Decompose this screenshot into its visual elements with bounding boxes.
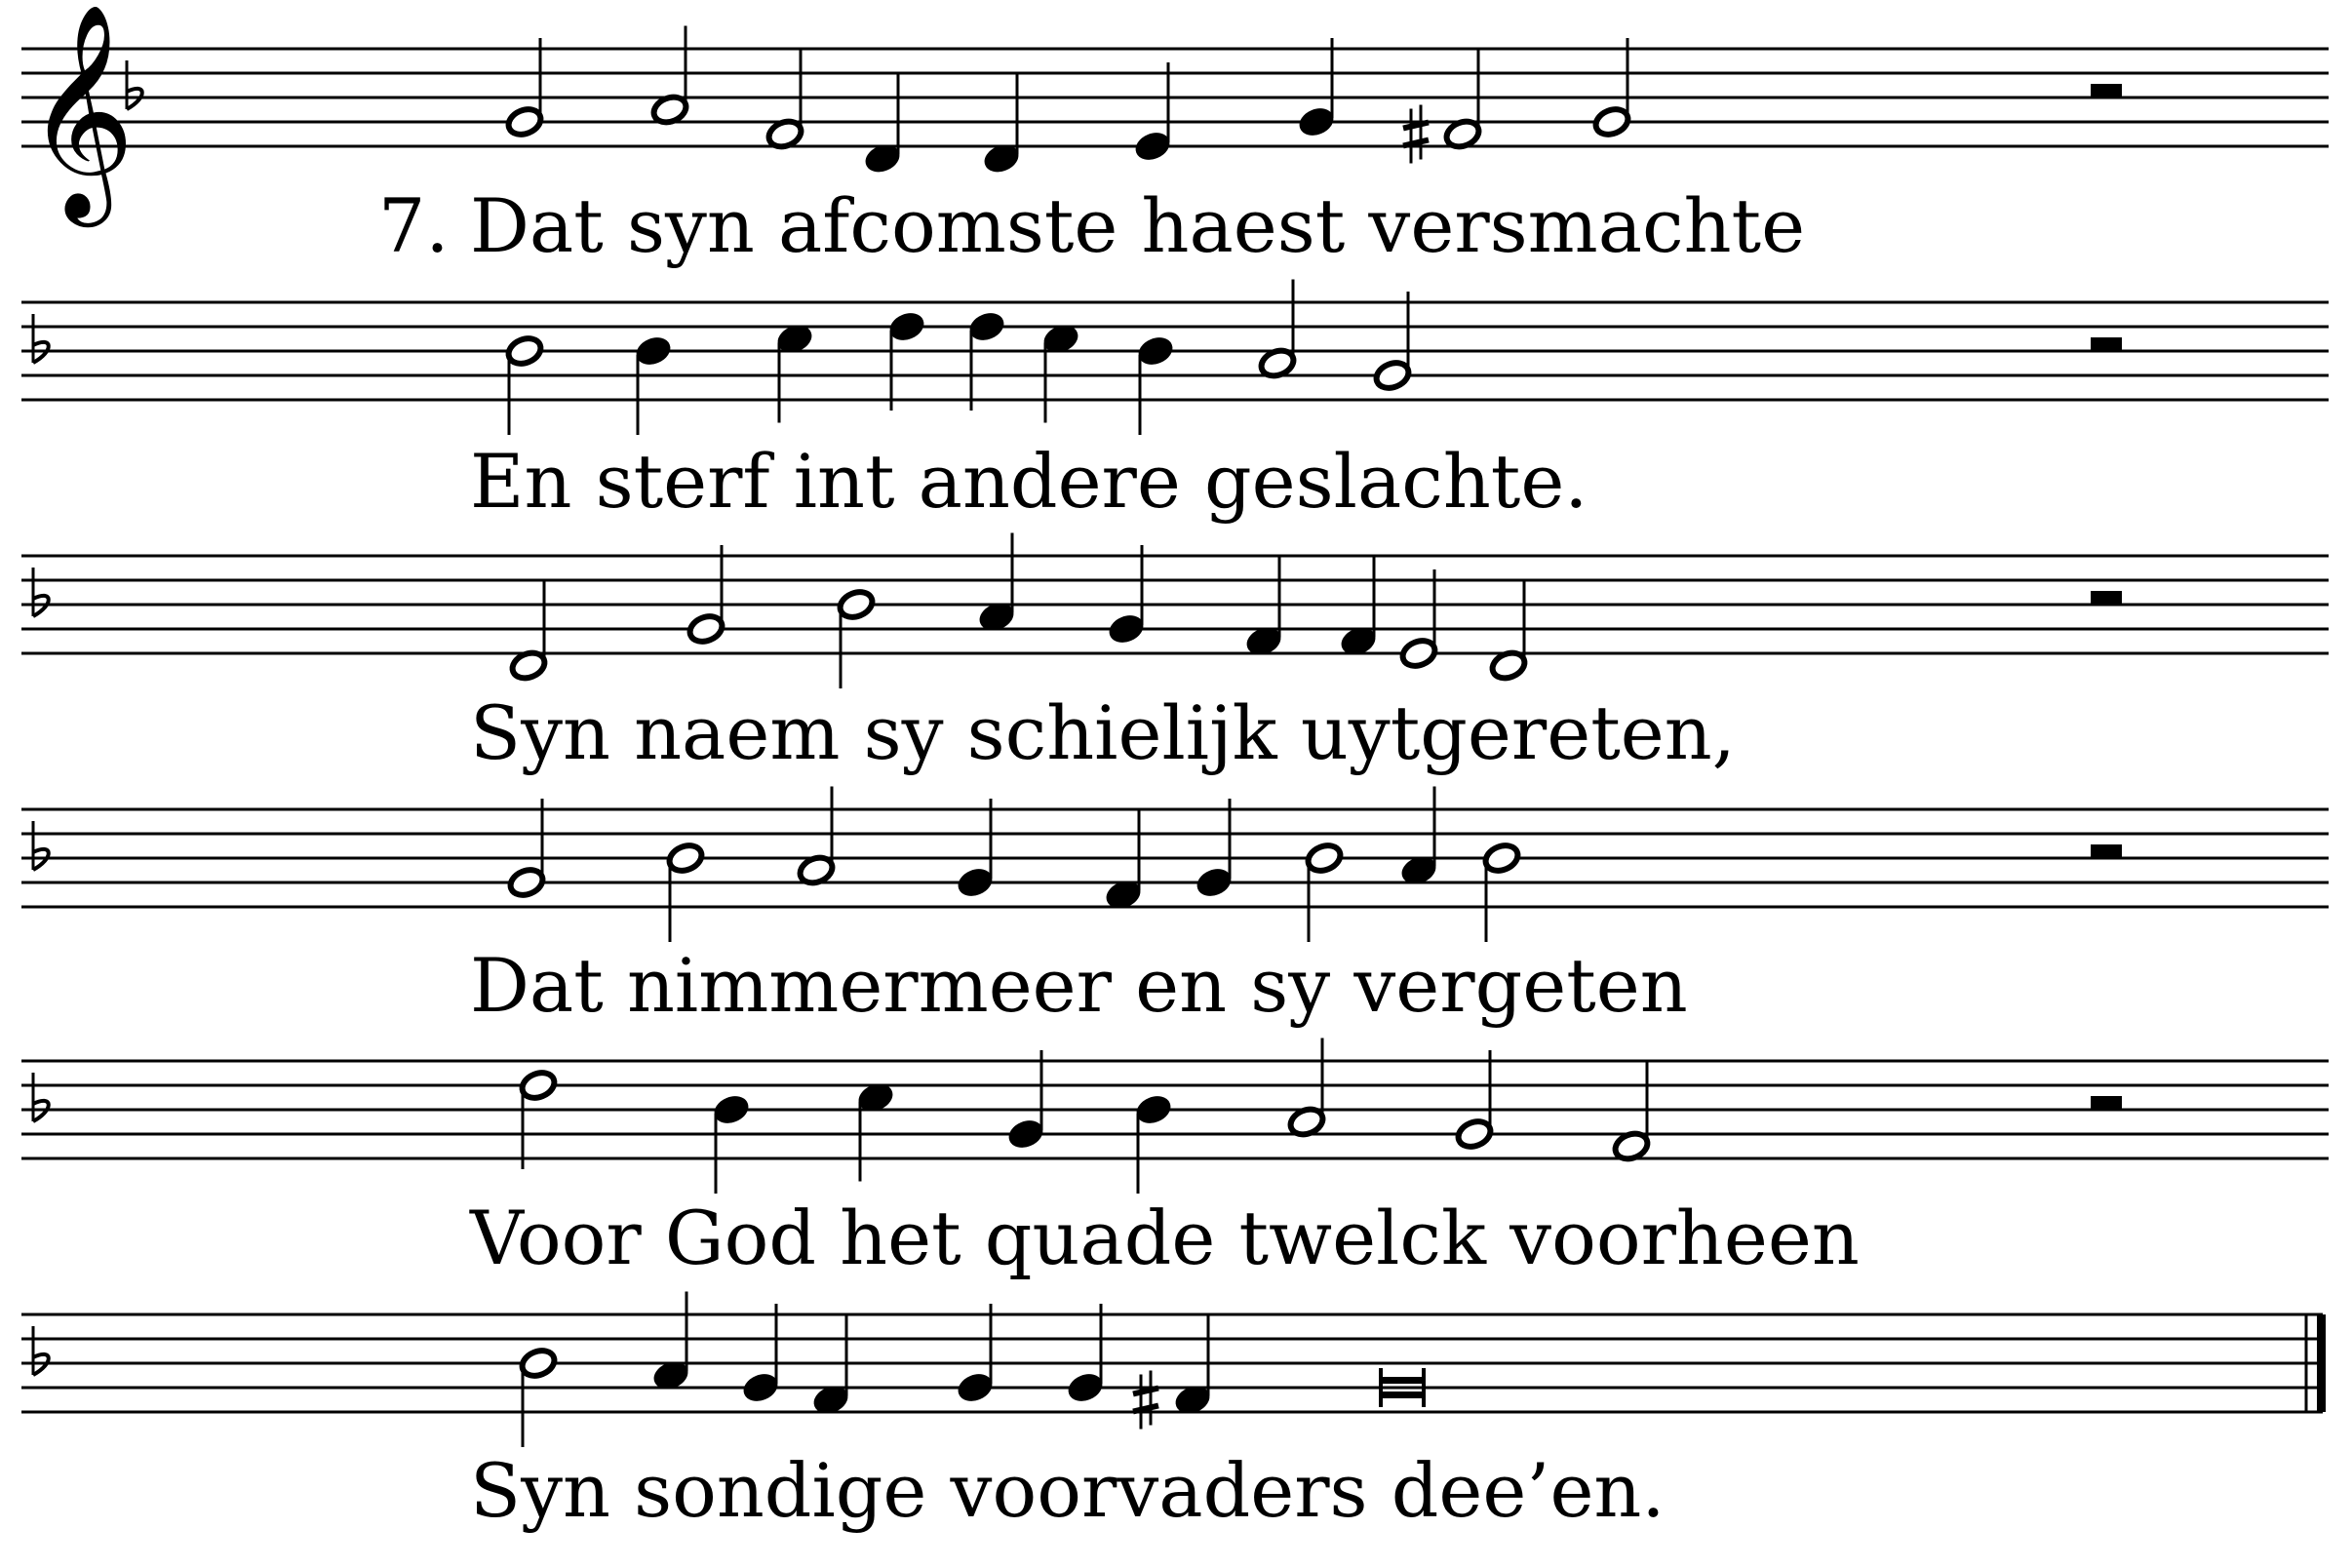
note [1195,799,1235,899]
note [1244,558,1284,658]
note [1455,1050,1495,1151]
note [797,787,837,887]
note [712,1093,752,1194]
key-signature-flat-icon [33,821,49,870]
note [634,334,674,435]
half-notehead [666,842,706,876]
note [1107,545,1147,646]
half-notehead [1399,637,1439,671]
quarter-notehead [741,1371,781,1405]
lyric-line: Dat nimmermeer en sy vergeten [470,942,1688,1029]
note [505,334,545,435]
note [741,1304,781,1404]
note [1399,787,1439,887]
sharp-icon [1403,105,1429,164]
note [507,799,547,899]
note [1339,558,1379,658]
lyric-line: Syn sondige voorvaders dee’en. [470,1447,1666,1534]
quarter-notehead [1066,1371,1106,1405]
key-signature-flat-icon [33,314,49,363]
note [651,1292,691,1392]
sharp-icon [1133,1371,1158,1430]
note [1258,280,1298,380]
note [509,582,549,683]
half-notehead [519,1069,559,1103]
note [977,533,1017,634]
half-notehead [837,588,877,622]
quarter-notehead [1107,612,1147,647]
note [1134,1093,1174,1194]
note [505,38,545,138]
half-rest-icon [2091,1096,2122,1110]
quarter-notehead [634,334,674,369]
note [811,1316,851,1417]
half-notehead [1455,1117,1495,1152]
note [666,842,706,942]
note [519,1347,559,1447]
note [1287,1039,1327,1139]
note [956,1304,996,1404]
quarter-notehead [1006,1117,1046,1152]
half-rest-icon [2091,84,2122,98]
key-signature-flat-icon [33,1073,49,1121]
staff-system [21,1039,2329,1282]
final-barline-thick [2317,1314,2326,1412]
treble-clef-icon: 𝄞 [25,2,136,217]
half-notehead [1373,359,1413,393]
quarter-notehead [1195,866,1235,900]
staff-system [21,280,2329,526]
note [863,75,903,176]
note [1133,62,1173,163]
half-notehead [1482,842,1522,876]
note [765,51,805,151]
verse-number: 7. [378,182,450,269]
staff-system [21,1292,2326,1535]
half-notehead [507,866,547,900]
note [1482,842,1522,942]
quarter-notehead [887,310,927,344]
note [650,26,690,127]
note [1592,38,1632,138]
quarter-notehead [712,1093,752,1127]
staff-system [21,533,2329,777]
note [519,1069,559,1169]
note [856,1080,896,1181]
note [775,322,815,422]
half-notehead [505,105,545,139]
half-notehead [686,612,726,647]
note [1305,842,1345,942]
note [1399,569,1439,670]
note [887,310,927,411]
half-notehead [505,334,545,369]
staff-system [21,787,2329,1030]
note [1489,582,1529,683]
note [967,310,1007,411]
note [1006,1050,1046,1151]
quarter-notehead [1297,105,1337,139]
note [837,588,877,688]
lyric-line: Syn naem sy schielijk uytgereten, [470,689,1736,776]
note [1066,1304,1106,1404]
half-notehead [519,1347,559,1381]
staff-system [21,2,2329,269]
quarter-notehead [1133,130,1173,164]
note [1297,38,1337,138]
half-rest-icon [2091,844,2122,858]
quarter-notehead [1134,1093,1174,1127]
key-signature-flat-icon [33,1326,49,1375]
note [1612,1063,1652,1163]
note [1041,322,1081,422]
half-notehead [1592,105,1632,139]
quarter-notehead [967,310,1007,344]
key-signature-flat-icon [33,568,49,616]
note [1373,292,1413,392]
note [956,799,996,899]
note [686,545,726,646]
lyric-line: Voor God het quade twelck voorheen [470,1195,1860,1281]
quarter-notehead [1136,334,1176,369]
lyric-line: En sterf int andere geslachte. [470,438,1588,525]
note [1136,334,1176,435]
note [982,75,1022,176]
half-notehead [1305,842,1345,876]
note [1104,811,1144,912]
half-rest-icon [2091,591,2122,605]
lyric-line: Dat syn afcomste haest versmachte [470,182,1806,269]
half-rest-icon [2091,337,2122,351]
quarter-notehead [956,1371,996,1405]
quarter-notehead [956,866,996,900]
